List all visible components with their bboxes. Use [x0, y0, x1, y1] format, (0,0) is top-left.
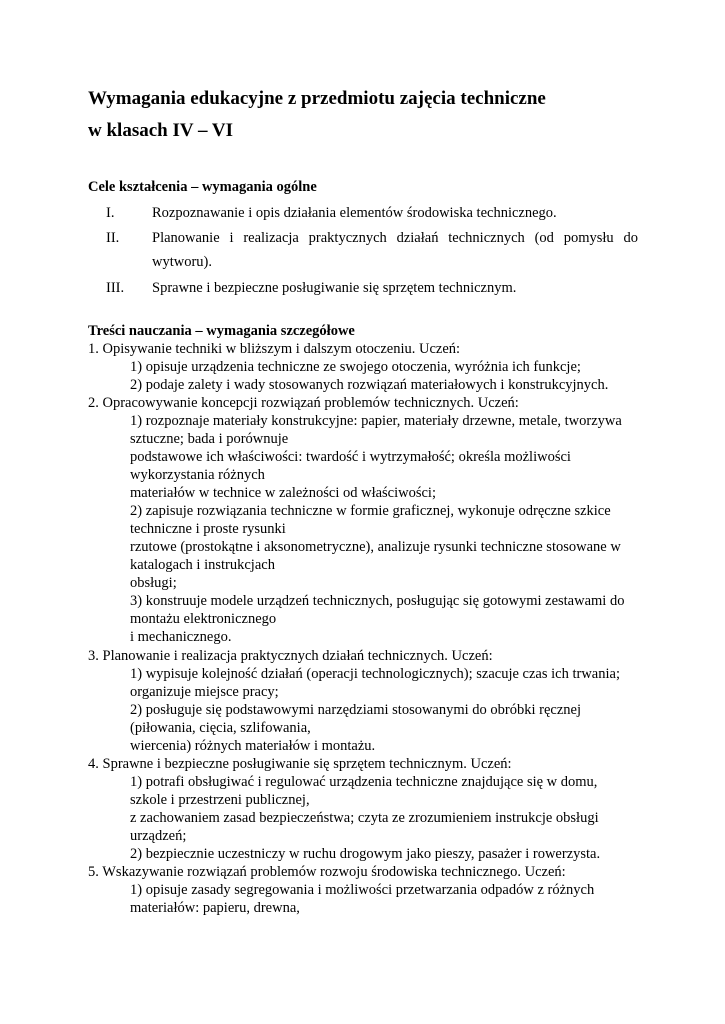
requirement-line: 1) opisuje zasady segregowania i możliwości przetwarzania odpadów z różnych	[130, 882, 595, 898]
requirement-line: sztuczne; bada i porównuje	[130, 431, 289, 447]
goal-text-block	[152, 226, 638, 274]
topic-heading-4: 4. Sprawne i bezpieczne posługiwanie się sprzętem technicznym. Uczeń:	[88, 756, 512, 772]
requirement-line: obsługi;	[130, 575, 177, 591]
requirement-line: materiałów: papieru, drewna,	[130, 900, 300, 916]
goal-number: II.	[106, 230, 120, 246]
requirement-line: katalogach i instrukcjach	[130, 557, 275, 573]
requirement-line: 1) opisuje urządzenia techniczne ze swojego otoczenia, wyróżnia ich funkcje;	[130, 359, 581, 375]
requirement-line: wykorzystania różnych	[130, 467, 265, 483]
requirement-line: szkole i przestrzeni publicznej,	[130, 792, 310, 808]
topic-heading-3: 3. Planowanie i realizacja praktycznych działań technicznych. Uczeń:	[88, 648, 493, 664]
goal-item-1	[88, 201, 638, 225]
goal-text: Sprawne i bezpieczne posługiwanie się sprzętem technicznym.	[152, 280, 517, 296]
goal-text: wytworu).	[152, 254, 213, 270]
requirement-line: 2) zapisuje rozwiązania techniczne w formie graficznej, wykonuje odręczne szkice	[130, 503, 611, 519]
requirement-line: 2) bezpiecznie uczestniczy w ruchu drogowym jako pieszy, pasażer i rowerzysta.	[130, 846, 601, 862]
requirement-line: z zachowaniem zasad bezpieczeństwa; czyta ze zrozumieniem instrukcje obsługi	[130, 810, 599, 826]
topic-heading-5: 5. Wskazywanie rozwiązań problemów rozwoju środowiska technicznego. Uczeń:	[88, 864, 566, 880]
topic-heading-2: 2. Opracowywanie koncepcji rozwiązań problemów technicznych. Uczeń:	[88, 395, 519, 411]
requirement-line: wiercenia) różnych materiałów i montażu.	[130, 738, 376, 754]
goal-number: III.	[106, 280, 125, 296]
goal-item-3	[88, 276, 638, 300]
goal-text: Rozpoznawanie i opis działania elementów środowiska technicznego.	[152, 205, 557, 221]
requirement-line: materiałów w technice w zależności od właściwości;	[130, 485, 436, 501]
goal-item-2	[88, 226, 638, 276]
requirement-line: organizuje miejsce pracy;	[130, 684, 279, 700]
requirement-line: 1) wypisuje kolejność działań (operacji technologicznych); szacuje czas ich trwania;	[130, 666, 620, 682]
requirement-line: (piłowania, cięcia, szlifowania,	[130, 720, 311, 736]
section-heading-general-goals: Cele kształcenia – wymagania ogólne	[88, 179, 317, 195]
requirement-line: 2) posługuje się podstawowymi narzędziami stosowanymi do obróbki ręcznej	[130, 702, 582, 718]
document-title-line-2: w klasach IV – VI	[88, 120, 234, 141]
requirement-line: rzutowe (prostokątne i aksonometryczne), analizuje rysunki techniczne stosowane w	[130, 539, 621, 555]
requirement-line: 2) podaje zalety i wady stosowanych rozwiązań materiałowych i konstrukcyjnych.	[130, 377, 609, 393]
goal-text: Planowanie i realizacja praktycznych działań technicznych (od pomysłu do	[152, 230, 638, 246]
requirement-line: 3) konstruuje modele urządzeń technicznych, posługując się gotowymi zestawami do	[130, 593, 625, 609]
requirement-line: i mechanicznego.	[130, 629, 232, 645]
requirement-line: techniczne i proste rysunki	[130, 521, 286, 537]
section-heading-detailed-requirements: Treści nauczania – wymagania szczegółowe	[88, 323, 355, 339]
document-title-line-1: Wymagania edukacyjne z przedmiotu zajęcia techniczne	[88, 88, 546, 109]
requirement-line: podstawowe ich właściwości: twardość i wytrzymałość; określa możliwości	[130, 449, 571, 465]
goal-number: I.	[106, 205, 115, 221]
requirement-line: 1) rozpoznaje materiały konstrukcyjne: papier, materiały drzewne, metale, tworzywa	[130, 413, 622, 429]
topic-heading-1: 1. Opisywanie techniki w bliższym i dalszym otoczeniu. Uczeń:	[88, 341, 461, 357]
requirement-line: montażu elektronicznego	[130, 611, 277, 627]
requirement-line: 1) potrafi obsługiwać i regulować urządzenia techniczne znajdujące się w domu,	[130, 774, 598, 790]
requirement-line: urządzeń;	[130, 828, 187, 844]
